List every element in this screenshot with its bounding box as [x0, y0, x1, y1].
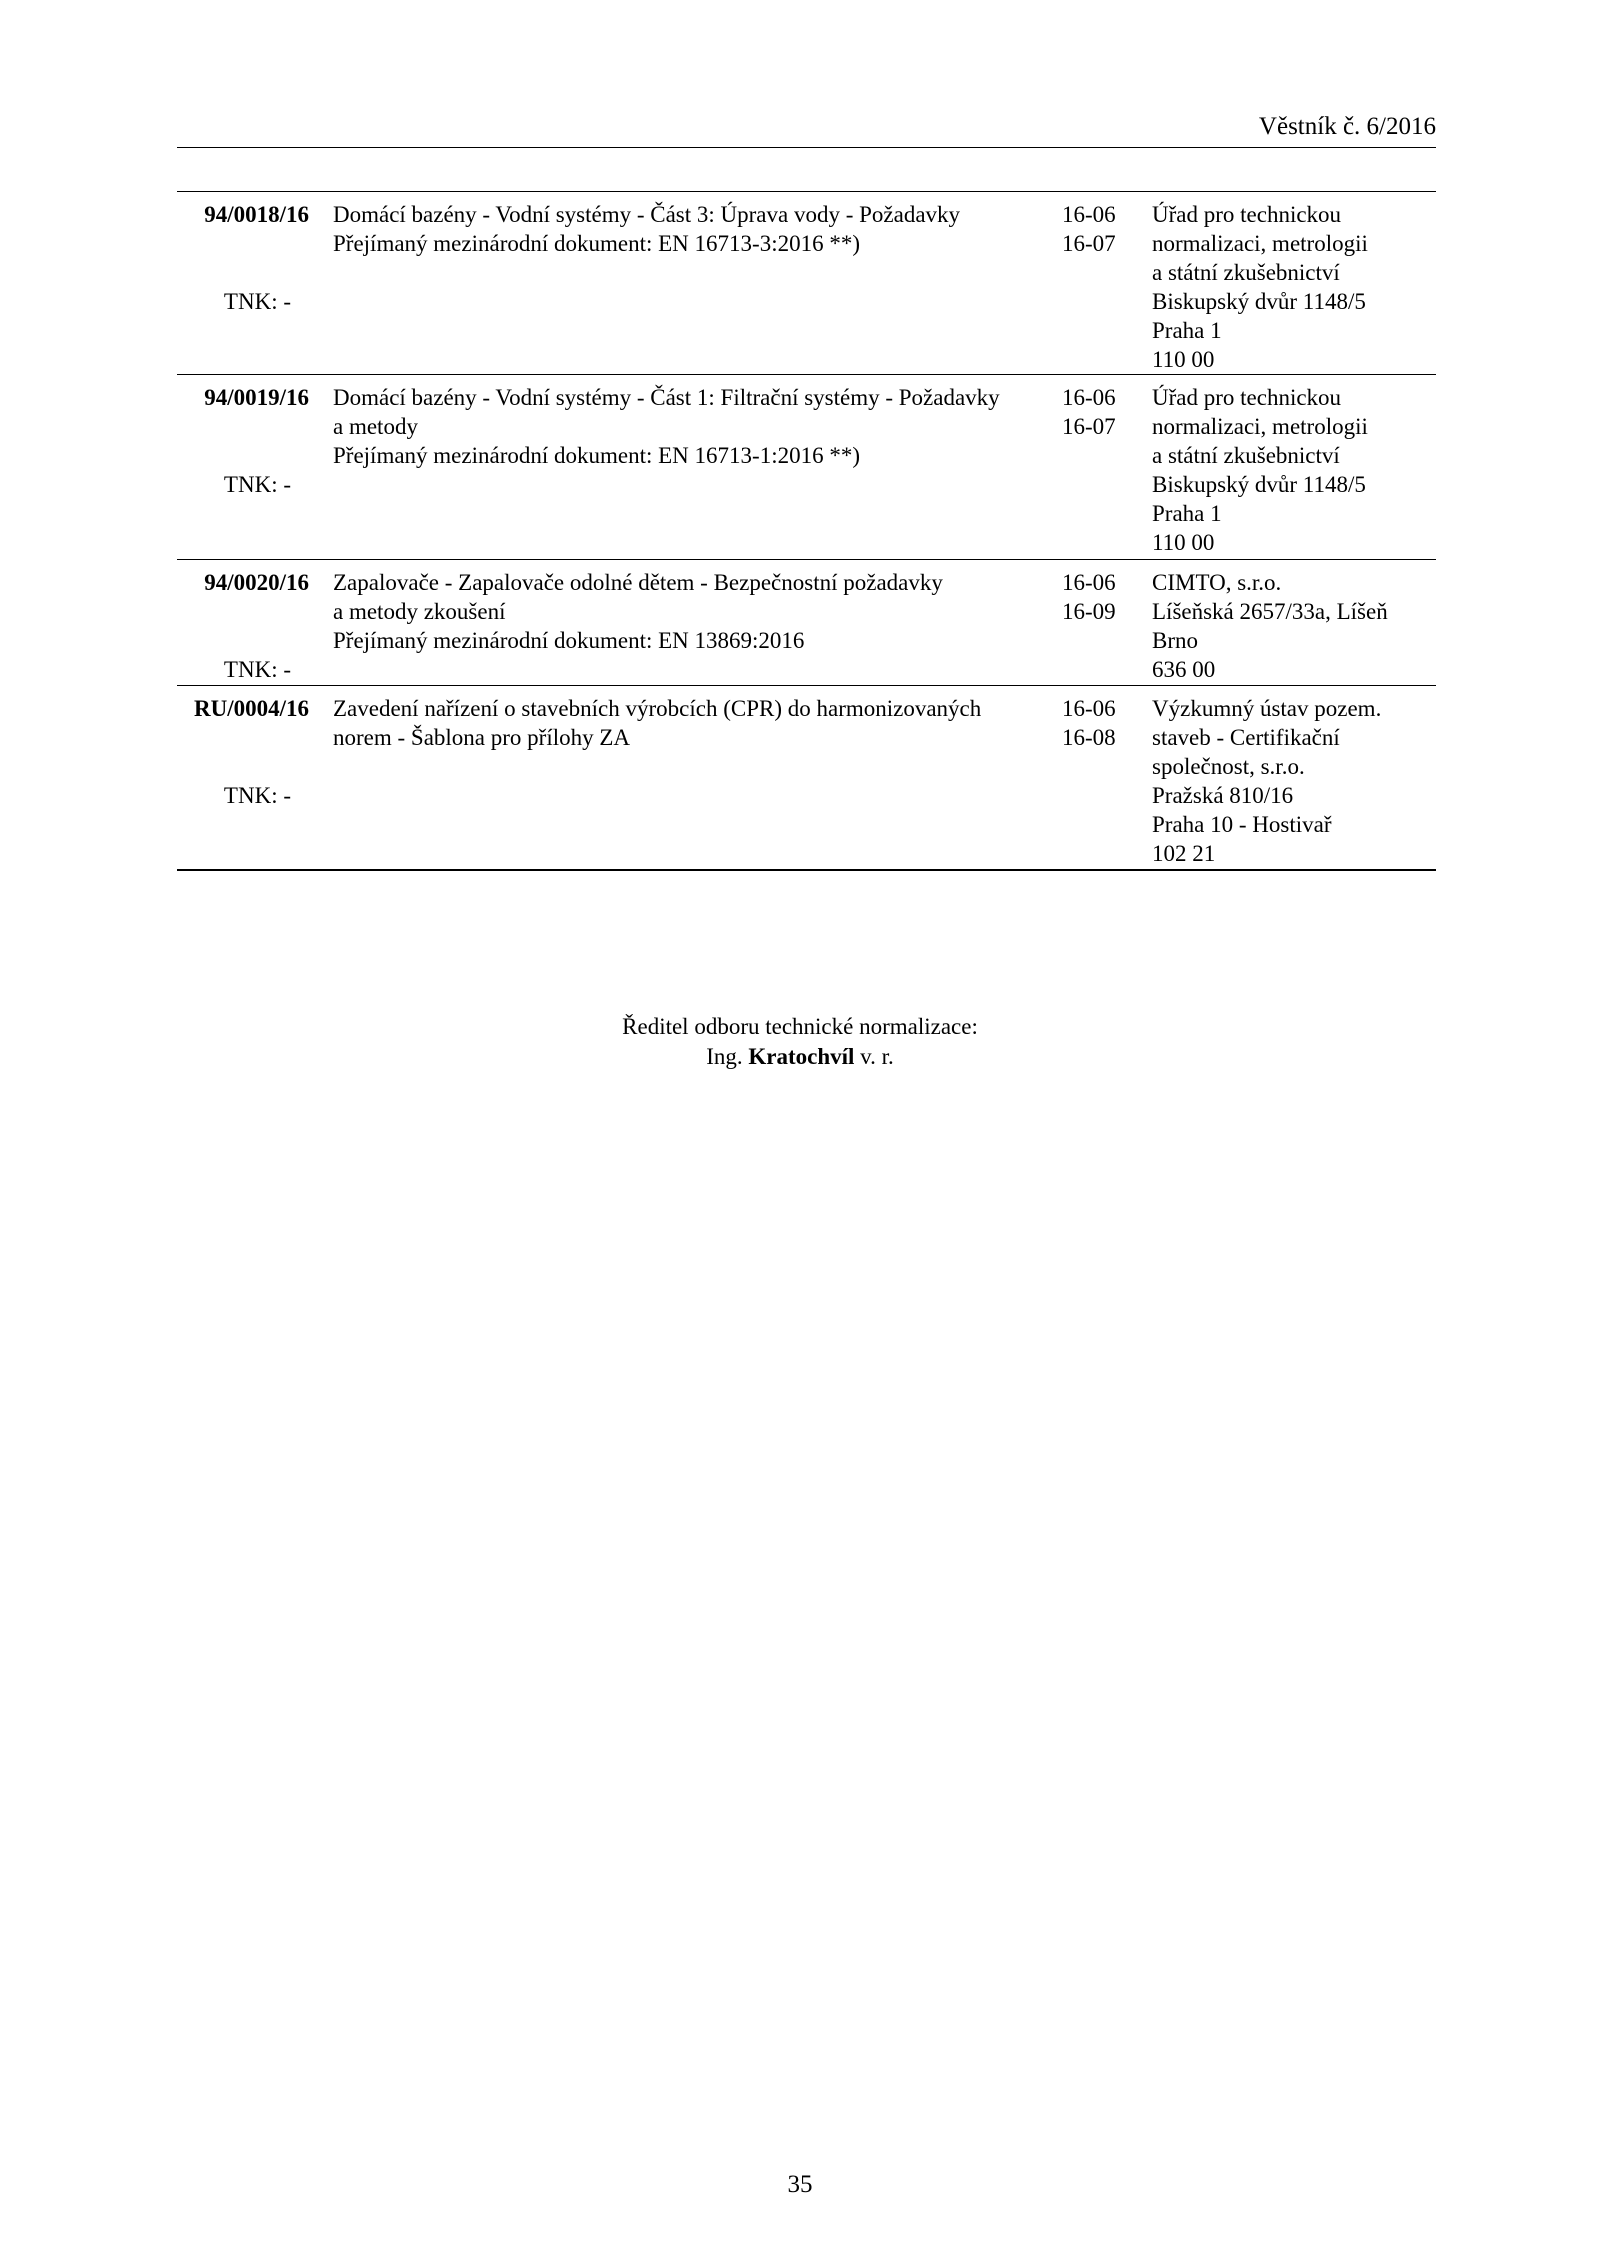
table-row	[177, 560, 1436, 686]
table-row	[177, 375, 1436, 560]
tnk-label: TNK: -	[223, 472, 291, 497]
standard-title-cell	[333, 568, 1033, 655]
organization-line: 110 00	[1152, 347, 1215, 372]
organization-cell	[1152, 200, 1436, 374]
table-row	[177, 686, 1436, 871]
dates-cell	[1062, 568, 1142, 626]
record-id: 94/0018/16	[204, 202, 309, 227]
standard-title-line: Domácí bazény - Vodní systémy - Část 3: Úprava vody - Požadavky	[333, 202, 961, 227]
record-id-cell	[177, 383, 309, 497]
organization-cell	[1152, 694, 1436, 868]
record-id-cell	[177, 568, 309, 682]
date-start: 16-06	[1062, 696, 1116, 721]
tnk-label: TNK: -	[223, 657, 291, 682]
bulletin-title: Věstník č. 6/2016	[1258, 113, 1436, 140]
signature-name-line	[0, 1042, 1600, 1072]
organization-line: Pražská 810/16	[1152, 783, 1294, 808]
date-end: 16-09	[1062, 599, 1116, 624]
standard-title-line: Přejímaný mezinárodní dokument: EN 16713-3:2016 **)	[333, 231, 860, 256]
organization-line: Úřad pro technickou	[1152, 385, 1342, 410]
organization-line: normalizaci, metrologii	[1152, 231, 1368, 256]
organization-line: Praha 10 - Hostivař	[1152, 812, 1332, 837]
record-id: RU/0004/16	[194, 696, 309, 721]
standard-title-line: a metody	[333, 414, 418, 439]
header-divider	[177, 147, 1436, 148]
organization-line: Biskupský dvůr 1148/5	[1152, 472, 1366, 497]
date-end: 16-07	[1062, 231, 1116, 256]
date-end: 16-08	[1062, 725, 1116, 750]
standard-title-line: Zavedení nařízení o stavebních výrobcích (CPR) do harmonizovaných	[333, 696, 982, 721]
table-row	[177, 192, 1436, 375]
organization-line: 110 00	[1152, 530, 1215, 555]
organization-cell	[1152, 568, 1436, 684]
organization-line: normalizaci, metrologii	[1152, 414, 1368, 439]
organization-line: a státní zkušebnictví	[1152, 260, 1340, 285]
standard-title-line: Přejímaný mezinárodní dokument: EN 16713-1:2016 **)	[333, 443, 860, 468]
dates-cell	[1062, 200, 1142, 258]
signature-role: Ředitel odboru technické normalizace:	[622, 1014, 978, 1039]
date-start: 16-06	[1062, 385, 1116, 410]
organization-line: Výzkumný ústav pozem.	[1152, 696, 1382, 721]
page-number: 35	[787, 2171, 813, 2198]
record-id: 94/0019/16	[204, 385, 309, 410]
tnk-label: TNK: -	[223, 783, 291, 808]
record-id-cell	[177, 200, 309, 314]
standard-title-line: norem - Šablona pro přílohy ZA	[333, 725, 631, 750]
organization-line: Praha 1	[1152, 318, 1222, 343]
signature-block	[0, 1012, 1600, 1072]
organization-line: a státní zkušebnictví	[1152, 443, 1340, 468]
standard-title-line: Zapalovače - Zapalovače odolné dětem - Bezpečnostní požadavky	[333, 570, 943, 595]
date-start: 16-06	[1062, 202, 1116, 227]
organization-line: 636 00	[1152, 657, 1216, 682]
dates-cell	[1062, 383, 1142, 441]
dates-cell	[1062, 694, 1142, 752]
organization-line: CIMTO, s.r.o.	[1152, 570, 1282, 595]
organization-line: Úřad pro technickou	[1152, 202, 1342, 227]
record-id: 94/0020/16	[204, 570, 309, 595]
signature-name: Kratochvíl	[748, 1044, 855, 1069]
organization-line: 102 21	[1152, 841, 1216, 866]
signature-suffix: v. r.	[860, 1044, 894, 1069]
organization-cell	[1152, 383, 1436, 557]
organization-line: Líšeňská 2657/33a, Líšeň	[1152, 599, 1388, 624]
standards-table	[177, 191, 1436, 871]
standard-title-cell	[333, 694, 1033, 752]
organization-line: staveb - Certifikační	[1152, 725, 1340, 750]
organization-line: společnost, s.r.o.	[1152, 754, 1305, 779]
signature-prefix: Ing.	[706, 1044, 743, 1069]
organization-line: Biskupský dvůr 1148/5	[1152, 289, 1366, 314]
standard-title-cell	[333, 383, 1033, 470]
organization-line: Praha 1	[1152, 501, 1222, 526]
standard-title-cell	[333, 200, 1033, 258]
standard-title-line: Domácí bazény - Vodní systémy - Část 1: Filtrační systémy - Požadavky	[333, 385, 1000, 410]
standard-title-line: Přejímaný mezinárodní dokument: EN 13869:2016	[333, 628, 805, 653]
standard-title-line: a metody zkoušení	[333, 599, 506, 624]
organization-line: Brno	[1152, 628, 1198, 653]
date-end: 16-07	[1062, 414, 1116, 439]
record-id-cell	[177, 694, 309, 808]
date-start: 16-06	[1062, 570, 1116, 595]
tnk-label: TNK: -	[223, 289, 291, 314]
